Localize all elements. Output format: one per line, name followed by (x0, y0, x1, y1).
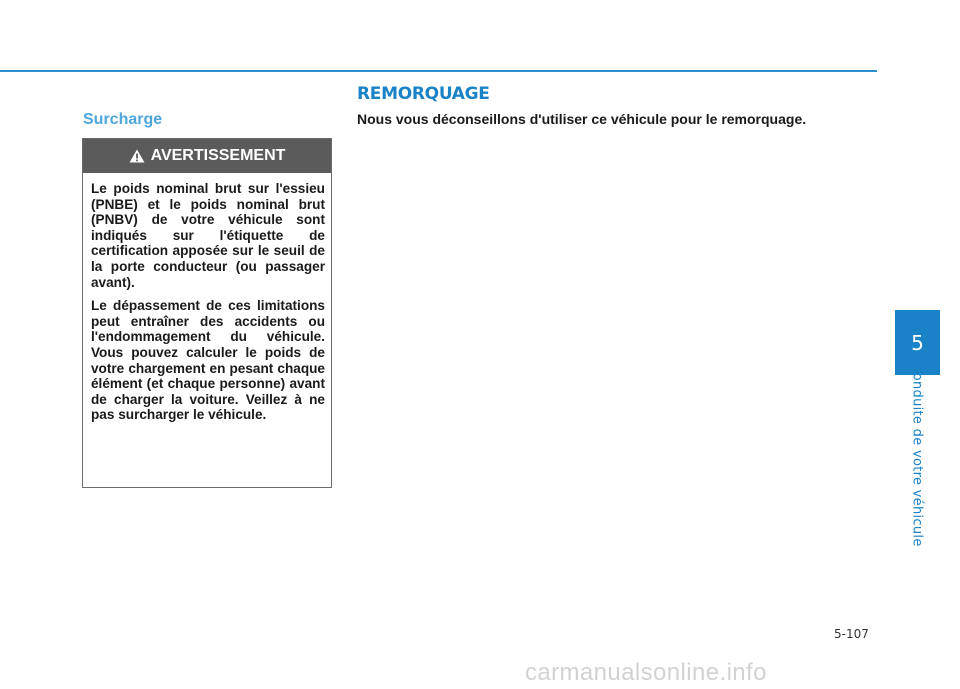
page-number: 5-107 (834, 627, 869, 641)
watermark: carmanualsonline.info (525, 659, 767, 686)
warning-triangle-icon (129, 149, 145, 163)
warning-paragraph: Le poids nominal brut sur l'essieu (PNBE) et le poids nominal brut (PNBV) de votre véhicule sont indiqués sur l'étiquette de certification apposée sur le seuil de la porte conducteur (ou passager avant). (91, 181, 325, 290)
warning-label: AVERTISSEMENT (150, 147, 286, 164)
warning-header-content (83, 139, 331, 173)
warning-box (82, 138, 332, 488)
chapter-label: Conduite de votre véhicule (909, 363, 925, 547)
warning-paragraph: Le dépassement de ces limitations peut entraîner des accidents ou l'endommagement du véhicule. Vous pouvez calculer le poids de votre chargement en pesant chaque élément (et chaque personne) avant de charger la voiture. Veillez à ne pas surcharger le véhicule. (91, 298, 325, 423)
warning-body (91, 181, 325, 431)
section-body-text: Nous vous déconseillons d'utiliser ce véhicule pour le remorquage. (357, 111, 807, 127)
top-divider (0, 70, 877, 72)
section-title: REMORQUAGE (357, 84, 490, 104)
chapter-number: 5 (911, 330, 924, 355)
subheading-surcharge: Surcharge (83, 111, 163, 128)
